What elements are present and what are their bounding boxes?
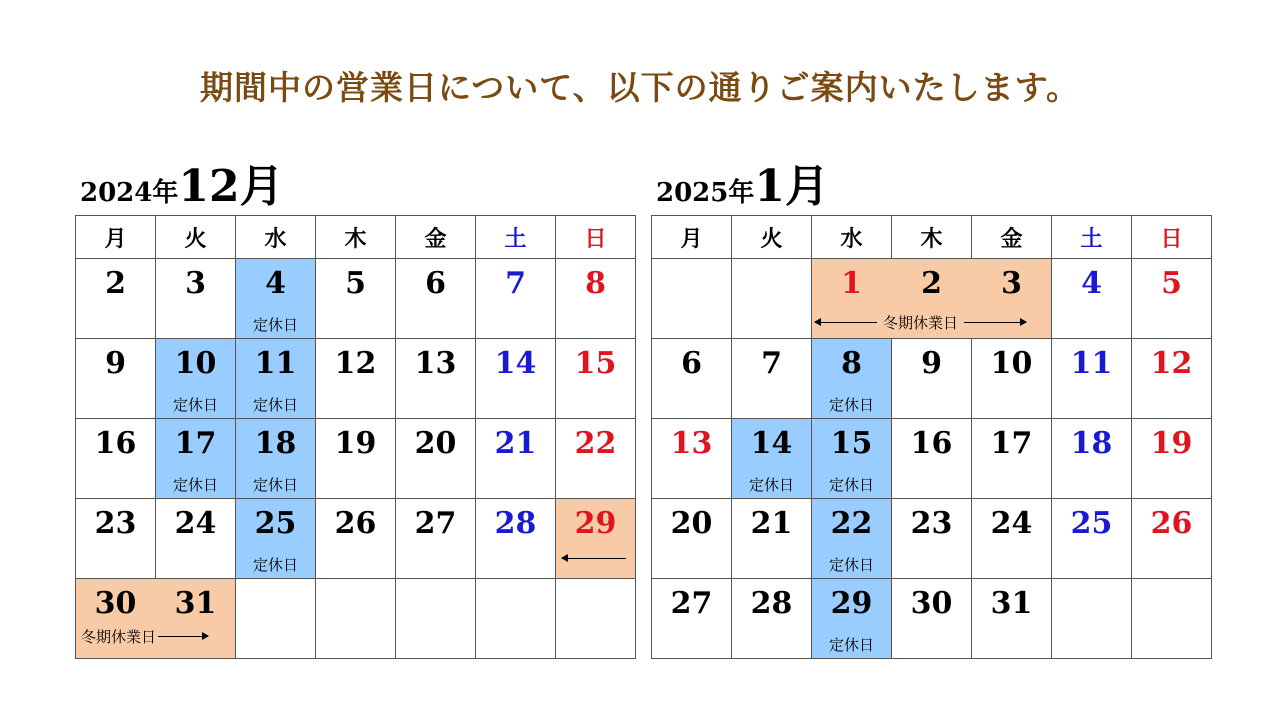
day-number: 2: [921, 266, 942, 301]
winter-break-label: 冬期休業日: [883, 314, 959, 332]
day-number: 5: [345, 266, 366, 301]
weekday-header: 土: [476, 216, 556, 259]
weekday-header: 日: [1132, 216, 1212, 259]
day-number: 4: [1081, 266, 1102, 301]
day-number: 29: [574, 506, 617, 541]
calendar-title-jan: [656, 150, 829, 214]
day-cell: [236, 339, 316, 419]
day-cell: [1052, 259, 1132, 339]
weekday-header: 日: [556, 216, 636, 259]
day-cell: [732, 339, 812, 419]
day-number: 27: [670, 586, 713, 621]
day-number: 14: [494, 346, 537, 381]
day-number: 13: [414, 346, 457, 381]
empty-day-cell: [316, 579, 396, 659]
day-number: 8: [841, 346, 862, 381]
day-number: 28: [750, 586, 793, 621]
day-cell: [476, 419, 556, 499]
empty-day-cell: [732, 259, 812, 339]
weekday-header: 水: [236, 216, 316, 259]
day-cell: [396, 339, 476, 419]
day-number: 20: [670, 506, 713, 541]
day-cell: [892, 499, 972, 579]
week-row: [652, 579, 1212, 659]
closed-day-label: 定休日: [748, 476, 794, 494]
weekday-header: 金: [972, 216, 1052, 259]
closed-day-label: 定休日: [828, 396, 874, 414]
day-cell: [652, 339, 732, 419]
day-number: 11: [1070, 346, 1113, 381]
closed-day-label: 定休日: [828, 476, 874, 494]
day-number: 22: [830, 506, 873, 541]
day-cell: [396, 419, 476, 499]
day-cell: [972, 419, 1052, 499]
day-number: 21: [494, 426, 537, 461]
week-row: [652, 499, 1212, 579]
day-number: 25: [254, 506, 297, 541]
day-number: 7: [761, 346, 782, 381]
weekday-header: 土: [1052, 216, 1132, 259]
day-cell: [1052, 419, 1132, 499]
empty-day-cell: [556, 579, 636, 659]
day-cell: [156, 499, 236, 579]
year-label: 2024年: [80, 178, 179, 208]
day-number: 6: [681, 346, 702, 381]
closed-day-label: 定休日: [828, 636, 874, 654]
calendar-title-dec: [80, 150, 284, 214]
day-number: 19: [1150, 426, 1193, 461]
day-number: 15: [830, 426, 873, 461]
arrow-right-icon: [158, 636, 208, 637]
week-row: [76, 419, 636, 499]
week-row: [76, 339, 636, 419]
day-number: 16: [94, 426, 137, 461]
day-number: 16: [910, 426, 953, 461]
week-row: [76, 259, 636, 339]
day-cell: [652, 499, 732, 579]
empty-day-cell: [1132, 579, 1212, 659]
winter-break-span-dec: [81, 626, 208, 647]
day-number: 30: [94, 586, 137, 621]
day-number: 27: [414, 506, 457, 541]
day-number: 20: [414, 426, 457, 461]
closed-day-label: 定休日: [172, 476, 218, 494]
closed-day-label: 定休日: [828, 556, 874, 574]
day-cell: [652, 579, 732, 659]
week-row: [76, 499, 636, 579]
day-number: 21: [750, 506, 793, 541]
day-cell: [812, 499, 892, 579]
day-number: 1: [841, 266, 862, 301]
day-cell: [1052, 499, 1132, 579]
weekday-header: 月: [652, 216, 732, 259]
week-row: [652, 419, 1212, 499]
day-number: 3: [185, 266, 206, 301]
week-row: [652, 339, 1212, 419]
day-number: 24: [990, 506, 1033, 541]
day-cell: [156, 259, 236, 339]
day-number: 12: [334, 346, 377, 381]
day-cell: [556, 419, 636, 499]
day-cell: [1132, 499, 1212, 579]
day-number: 25: [1070, 506, 1113, 541]
day-number: 9: [105, 346, 126, 381]
day-cell: [236, 419, 316, 499]
closed-day-label: 定休日: [252, 556, 298, 574]
page-headline: 期間中の営業日について、以下の通りご案内いたします。: [199, 68, 1081, 107]
day-cell: [812, 339, 892, 419]
day-number: 31: [990, 586, 1033, 621]
day-cell: [316, 259, 396, 339]
winter-break-span-jan: [815, 312, 1045, 333]
weekday-header: 火: [732, 216, 812, 259]
weekday-header: 木: [892, 216, 972, 259]
weekday-header-row: [652, 216, 1212, 259]
day-number: 15: [574, 346, 617, 381]
day-number: 9: [921, 346, 942, 381]
day-number: 4: [265, 266, 286, 301]
weekday-header-row: [76, 216, 636, 259]
day-cell: [556, 339, 636, 419]
day-number: 13: [670, 426, 713, 461]
day-number: 26: [1150, 506, 1193, 541]
day-number: 24: [174, 506, 217, 541]
day-cell: [1132, 339, 1212, 419]
day-number: 12: [1150, 346, 1193, 381]
day-number: 2: [105, 266, 126, 301]
day-cell: [316, 339, 396, 419]
day-cell: [732, 499, 812, 579]
day-cell: [892, 419, 972, 499]
day-cell: [556, 499, 636, 579]
day-cell: [316, 419, 396, 499]
day-cell: [892, 579, 972, 659]
calendar-december-2024: [75, 215, 636, 659]
day-number: 26: [334, 506, 377, 541]
empty-day-cell: [476, 579, 556, 659]
calendar-january-2025: [651, 215, 1212, 659]
day-cell: [1132, 259, 1212, 339]
day-cell: [556, 259, 636, 339]
day-cell: [236, 259, 316, 339]
month-label: 1月: [754, 161, 829, 212]
day-number: 23: [94, 506, 137, 541]
day-cell: [732, 579, 812, 659]
weekday-header: 水: [812, 216, 892, 259]
empty-day-cell: [1052, 579, 1132, 659]
closed-day-label: 定休日: [172, 396, 218, 414]
arrow-right-icon: [964, 322, 1026, 323]
arrow-left-icon: [815, 322, 877, 323]
day-number: 31: [174, 586, 217, 621]
day-cell: [1132, 419, 1212, 499]
closed-day-label: 定休日: [252, 476, 298, 494]
day-cell: [812, 419, 892, 499]
day-number: 23: [910, 506, 953, 541]
day-number: 29: [830, 586, 873, 621]
weekday-header: 木: [316, 216, 396, 259]
day-number: 28: [494, 506, 537, 541]
day-number: 10: [174, 346, 217, 381]
day-cell: [1052, 339, 1132, 419]
day-number: 17: [990, 426, 1033, 461]
day-number: 14: [750, 426, 793, 461]
day-cell: [396, 259, 476, 339]
arrow-left-icon: [562, 558, 626, 559]
day-number: 19: [334, 426, 377, 461]
day-number: 3: [1001, 266, 1022, 301]
day-cell: [396, 499, 476, 579]
day-cell: [316, 499, 396, 579]
day-number: 5: [1161, 266, 1182, 301]
weekday-header: 金: [396, 216, 476, 259]
day-number: 22: [574, 426, 617, 461]
day-number: 30: [910, 586, 953, 621]
day-cell: [652, 419, 732, 499]
day-cell: [76, 419, 156, 499]
day-cell: [76, 499, 156, 579]
day-cell: [972, 339, 1052, 419]
weekday-header: 火: [156, 216, 236, 259]
winter-break-label: 冬期休業日: [81, 628, 157, 646]
day-cell: [476, 259, 556, 339]
day-cell: [156, 339, 236, 419]
day-number: 6: [425, 266, 446, 301]
winter-break-arrow-dec29: [562, 558, 626, 559]
day-cell: [76, 339, 156, 419]
year-label: 2025年: [656, 178, 755, 208]
day-number: 17: [174, 426, 217, 461]
day-cell: [476, 499, 556, 579]
closed-day-label: 定休日: [252, 396, 298, 414]
empty-day-cell: [652, 259, 732, 339]
day-number: 11: [254, 346, 297, 381]
day-cell: [972, 499, 1052, 579]
day-cell: [156, 419, 236, 499]
month-label: 12月: [178, 161, 284, 212]
day-number: 18: [254, 426, 297, 461]
day-cell: [476, 339, 556, 419]
day-cell: [972, 579, 1052, 659]
day-cell: [236, 499, 316, 579]
closed-day-label: 定休日: [252, 316, 298, 334]
day-number: 7: [505, 266, 526, 301]
empty-day-cell: [396, 579, 476, 659]
empty-day-cell: [236, 579, 316, 659]
day-cell: [76, 259, 156, 339]
day-cell: [892, 339, 972, 419]
day-cell: [732, 419, 812, 499]
day-number: 10: [990, 346, 1033, 381]
day-cell: [812, 579, 892, 659]
weekday-header: 月: [76, 216, 156, 259]
day-number: 8: [585, 266, 606, 301]
day-number: 18: [1070, 426, 1113, 461]
